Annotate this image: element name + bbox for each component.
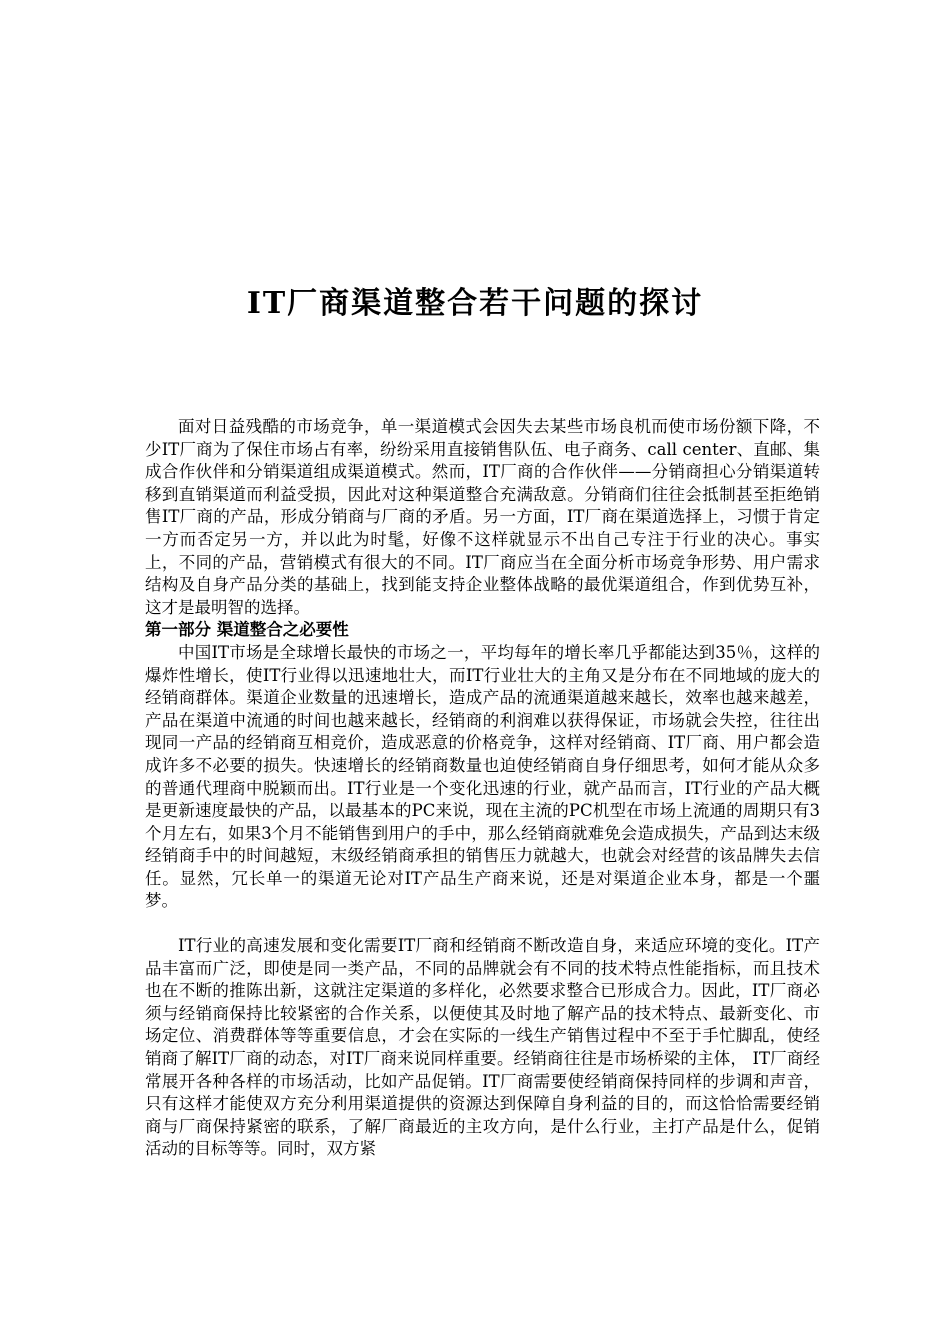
section-paragraph-1: 中国IT市场是全球增长最快的市场之一，平均每年的增长率几乎都能达到35％，这样的爆炸性增长，使IT行业得以迅速地壮大，而IT行业壮大的主角又是分布在不同地域的庞大的经销商群体。渠道企业数量的迅速增长，造成产品的流通渠道越来越长，效率也越来越差，产品在渠道中流通的时间也越来越长，经销商的利润难以获得保证，市场就会失控，往往出现同一产品的经销商互相竞价，造成恶意的价格竞争，这样对经销商、IT厂商、用户都会造成许多不必要的损失。快速增长的经销商数量也迫使经销商自身仔细思考，如何才能从众多的普通代理商中脱颖而出。IT行业是一个变化迅速的行业，就产品而言，IT行业的产品大概是更新速度最快的产品，以最基本的PC来说，现在主流的PC机型在市场上流通的周期只有3个月左右，如果3个月不能销售到用户的手中，那么经销商就难免会造成损失，产品到达末级经销商手中的时间越短，末级经销商承担的销售压力就越大，也就会对经营的该品牌失去信任。显然，冗长单一的渠道无论对IT产品生产商来说，还是对渠道企业本身，都是一个噩梦。 (145, 642, 820, 911)
section-heading: 第一部分 渠道整合之必要性 (145, 620, 349, 640)
section-paragraph-2: IT行业的高速发展和变化需要IT厂商和经销商不断改造自身，来适应环境的变化。IT产品丰富而广泛，即使是同一类产品，不同的品牌就会有不同的技术特点性能指标，而且技术也在不断的推陈出新，这就注定渠道的多样化，必然要求整合已形成合力。因此，IT厂商必须与经销商保持比较紧密的合作关系，以便使其及时地了解产品的技术特点、最新变化、市场定位、消费群体等等重要信息，才会在实际的一线生产销售过程中不至于手忙脚乱，使经销商了解IT厂商的动态，对IT厂商来说同样重要。经销商往往是市场桥梁的主体， IT厂商经常展开各种各样的市场活动，比如产品促销。IT厂商需要使经销商保持同样的步调和声音，只有这样才能使双方充分利用渠道提供的资源达到保障自身利益的目的，而这恰恰需要经销商与厂商保持紧密的联系，了解厂商最近的主攻方向，是什么行业，主打产品是什么，促销活动的目标等等。同时，双方紧 (145, 936, 820, 1159)
document-body (145, 416, 820, 1161)
paragraph-spacer (145, 913, 820, 935)
intro-paragraph: 面对日益残酷的市场竞争，单一渠道模式会因失去某些市场良机而使市场份额下降，不少IT厂商为了保住市场占有率，纷纷采用直接销售队伍、电子商务、call center、直邮、集成合作伙伴和分销渠道组成渠道模式。然而，IT厂商的合作伙伴——分销商担心分销渠道转移到直销渠道而利益受损，因此对这种渠道整合充满敌意。分销商们往往会抵制甚至拒绝销售IT厂商的产品，形成分销商与厂商的矛盾。另一方面，IT厂商在渠道选择上，习惯于肯定一方而否定另一方，并以此为时髦，好像不这样就显示不出自己专注于行业的决心。事实上，不同的产品，营销模式有很大的不同。IT厂商应当在全面分析市场竞争形势、用户需求结构及自身产品分类的基础上，找到能支持企业整体战略的最优渠道组合，作到优势互补，这才是最明智的选择。 (145, 417, 820, 617)
document-title: IT厂商渠道整合若干问题的探讨 (246, 286, 704, 321)
